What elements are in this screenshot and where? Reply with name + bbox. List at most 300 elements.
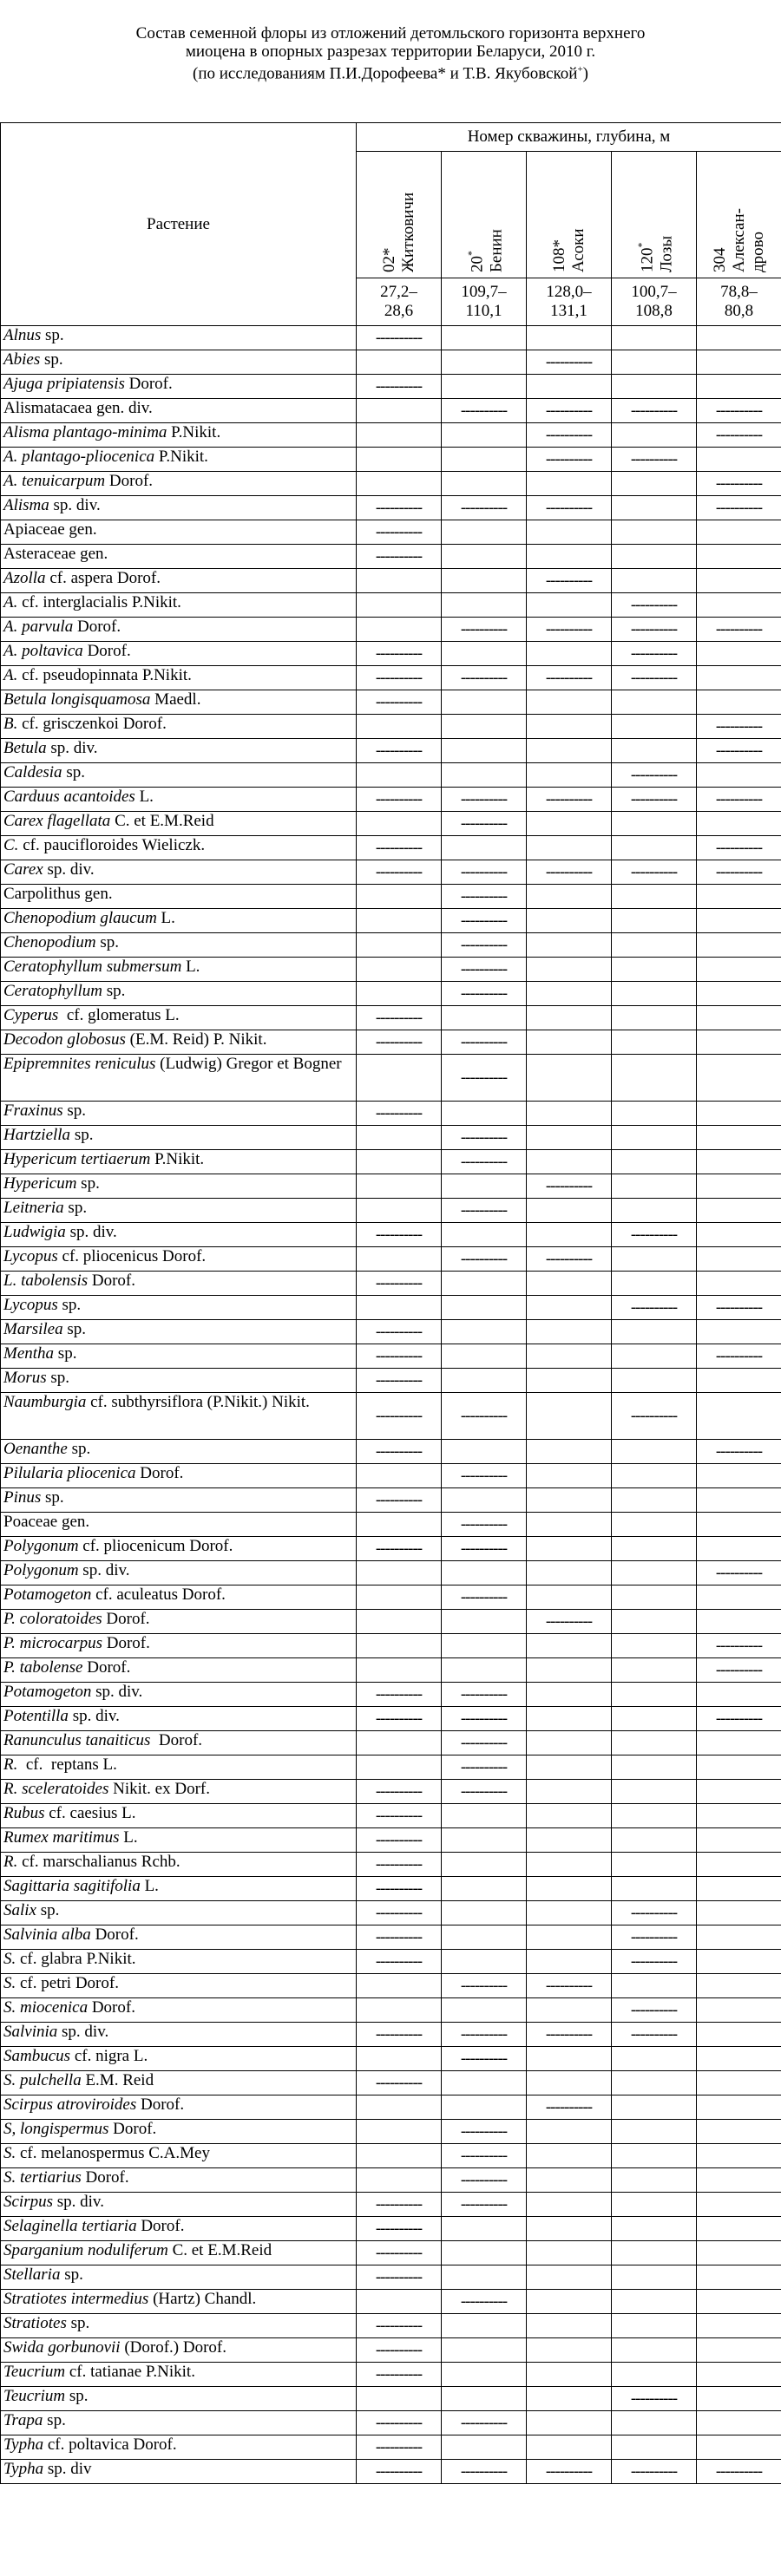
- presence-cell: ----------: [697, 715, 781, 739]
- presence-cell: [697, 1199, 781, 1223]
- presence-cell: [697, 1610, 781, 1634]
- well-name: Алексан- дрово: [729, 208, 767, 272]
- presence-cell: [612, 1440, 697, 1464]
- presence-cell: [442, 1877, 527, 1901]
- plant-name: [1, 812, 357, 836]
- presence-cell: [697, 2047, 781, 2071]
- plant-name: [1, 2363, 357, 2387]
- presence-cell: [697, 1683, 781, 1707]
- presence-cell: ----------: [527, 2023, 612, 2047]
- table-row: [1, 1513, 781, 1537]
- presence-cell: ----------: [357, 1393, 442, 1440]
- plant-author: Dorof.: [102, 1610, 150, 1628]
- plant-name: [1, 1780, 357, 1804]
- plant-name: [1, 399, 357, 423]
- presence-cell: [527, 885, 612, 909]
- presence-cell: [612, 2363, 697, 2387]
- presence-cell: [527, 1126, 612, 1150]
- presence-cell: [357, 958, 442, 982]
- plant-name: [1, 666, 357, 690]
- table-row: [1, 593, 781, 618]
- well-label: [711, 158, 768, 272]
- presence-cell: [527, 1199, 612, 1223]
- well-number-mark: *: [634, 242, 647, 248]
- plant-author: sp.: [102, 982, 126, 1000]
- plant-species: Potentilla: [3, 1707, 69, 1725]
- table-row: [1, 472, 781, 496]
- table-row: [1, 1488, 781, 1513]
- presence-cell: [612, 1804, 697, 1828]
- table-row: [1, 1369, 781, 1393]
- presence-cell: [527, 2144, 612, 2168]
- presence-cell: [527, 1634, 612, 1658]
- table-row: [1, 885, 781, 909]
- plant-name: [1, 1296, 357, 1320]
- presence-cell: [612, 1853, 697, 1877]
- presence-cell: ----------: [697, 1561, 781, 1585]
- plant-author: sp. div.: [43, 860, 95, 879]
- well-number-mark: *: [464, 251, 477, 256]
- presence-cell: ----------: [697, 1296, 781, 1320]
- plant-author: sp.: [41, 326, 64, 344]
- plant-author: cf. aspera Dorof.: [45, 569, 161, 587]
- presence-cell: [612, 1974, 697, 1998]
- plant-species: Azolla: [3, 569, 46, 587]
- presence-cell: [527, 1223, 612, 1247]
- presence-cell: [357, 1585, 442, 1610]
- table-row: [1, 1320, 781, 1344]
- presence-cell: [357, 2144, 442, 2168]
- presence-cell: [612, 909, 697, 933]
- plant-author: Dorof.: [150, 1731, 203, 1749]
- presence-cell: [612, 1126, 697, 1150]
- plant-author: L.: [140, 1877, 159, 1895]
- plant-name: [1, 739, 357, 763]
- well-depth: 27,2– 28,6: [357, 278, 442, 326]
- presence-cell: ----------: [697, 1344, 781, 1369]
- presence-cell: [612, 1488, 697, 1513]
- presence-cell: ----------: [612, 666, 697, 690]
- plant-author: sp.: [62, 1102, 87, 1120]
- presence-cell: [697, 520, 781, 545]
- table-row: [1, 690, 781, 715]
- presence-cell: [697, 1901, 781, 1925]
- presence-cell: ----------: [357, 1223, 442, 1247]
- presence-cell: [612, 545, 697, 569]
- presence-cell: [612, 2217, 697, 2241]
- presence-cell: [612, 2314, 697, 2338]
- presence-cell: [527, 812, 612, 836]
- plant-author: sp.: [66, 2314, 90, 2332]
- presence-cell: [357, 1126, 442, 1150]
- presence-cell: [527, 715, 612, 739]
- presence-cell: [442, 1296, 527, 1320]
- presence-cell: ----------: [442, 1585, 527, 1610]
- well-header: [612, 152, 697, 278]
- plant-name: [1, 1488, 357, 1513]
- plant-species: Lycopus: [3, 1296, 58, 1314]
- presence-cell: [357, 2047, 442, 2071]
- presence-cell: [357, 569, 442, 593]
- plant-author: Dorof.: [73, 618, 121, 636]
- presence-cell: [527, 1296, 612, 1320]
- presence-cell: ----------: [357, 2363, 442, 2387]
- plant-author: Dorof.: [81, 2168, 129, 2187]
- presence-cell: [527, 1488, 612, 1513]
- plant-author: cf. paucifloroides Wieliczk.: [18, 836, 206, 854]
- presence-cell: [612, 496, 697, 520]
- presence-cell: [527, 1006, 612, 1030]
- table-row: [1, 1804, 781, 1828]
- presence-cell: [697, 1102, 781, 1126]
- presence-cell: ----------: [697, 399, 781, 423]
- presence-cell: ----------: [357, 2338, 442, 2363]
- presence-cell: [527, 472, 612, 496]
- presence-cell: [697, 1369, 781, 1393]
- presence-cell: [527, 1755, 612, 1780]
- plant-name: [1, 1344, 357, 1369]
- presence-cell: [442, 2241, 527, 2265]
- presence-cell: [442, 2217, 527, 2241]
- presence-cell: ----------: [442, 2047, 527, 2071]
- presence-cell: [442, 2314, 527, 2338]
- plant-species: A.: [3, 593, 18, 611]
- presence-cell: [442, 1174, 527, 1199]
- table-row: [1, 958, 781, 982]
- plant-name: [1, 496, 357, 520]
- presence-cell: [697, 690, 781, 715]
- plant-author: sp.: [54, 1344, 77, 1363]
- presence-cell: [442, 1901, 527, 1925]
- plant-name: [1, 690, 357, 715]
- presence-cell: ----------: [612, 1223, 697, 1247]
- plant-species: S, longispermus: [3, 2120, 109, 2138]
- presence-cell: [697, 545, 781, 569]
- presence-cell: ----------: [442, 1030, 527, 1055]
- presence-cell: ----------: [357, 375, 442, 399]
- presence-cell: [612, 2338, 697, 2363]
- presence-cell: [442, 1804, 527, 1828]
- plant-author: cf. reptans L.: [17, 1755, 117, 1774]
- plant-name: [1, 1877, 357, 1901]
- presence-cell: [527, 1561, 612, 1585]
- presence-cell: [697, 1488, 781, 1513]
- presence-cell: ----------: [697, 739, 781, 763]
- presence-cell: [527, 958, 612, 982]
- plant-species: S.: [3, 1950, 16, 1968]
- plant-species: Ajuga pripiatensis: [3, 375, 125, 393]
- presence-cell: [527, 1804, 612, 1828]
- plant-author: Asteraceae gen.: [3, 545, 108, 563]
- presence-cell: [612, 933, 697, 958]
- plant-author: sp.: [70, 1126, 94, 1144]
- presence-cell: [442, 375, 527, 399]
- table-row: [1, 1853, 781, 1877]
- presence-cell: ----------: [612, 2460, 697, 2484]
- plant-name: [1, 2460, 357, 2484]
- table-row: [1, 715, 781, 739]
- presence-cell: ----------: [697, 836, 781, 860]
- plant-species: A. poltavica: [3, 642, 83, 660]
- plant-species: Pinus: [3, 1488, 42, 1507]
- table-row: [1, 1006, 781, 1030]
- plant-name: [1, 2387, 357, 2411]
- plant-name: [1, 1755, 357, 1780]
- presence-cell: [612, 1272, 697, 1296]
- presence-cell: [357, 1610, 442, 1634]
- plant-species: C.: [3, 836, 19, 854]
- presence-cell: [697, 2071, 781, 2095]
- plant-author: sp.: [43, 2411, 66, 2429]
- presence-cell: [612, 1755, 697, 1780]
- presence-cell: [357, 1174, 442, 1199]
- plant-author: sp.: [36, 1901, 60, 1919]
- presence-cell: [697, 2120, 781, 2144]
- presence-cell: [612, 1030, 697, 1055]
- presence-cell: ----------: [442, 1247, 527, 1272]
- presence-cell: [612, 1174, 697, 1199]
- well-name: Лозы: [657, 235, 676, 272]
- presence-cell: [527, 1030, 612, 1055]
- plant-author: Dorof.: [90, 1925, 139, 1944]
- plant-species: Cyperus: [3, 1006, 59, 1024]
- well-depth: 78,8– 80,8: [697, 278, 781, 326]
- presence-cell: [357, 350, 442, 375]
- presence-cell: [697, 1223, 781, 1247]
- presence-cell: [697, 909, 781, 933]
- table-row: [1, 375, 781, 399]
- plant-species: S.: [3, 1974, 16, 1992]
- presence-cell: [697, 1853, 781, 1877]
- presence-cell: ----------: [442, 1513, 527, 1537]
- presence-cell: ----------: [357, 836, 442, 860]
- presence-cell: [357, 1247, 442, 1272]
- presence-cell: ----------: [697, 472, 781, 496]
- plant-name: [1, 860, 357, 885]
- presence-cell: [612, 2071, 697, 2095]
- well-header: [697, 152, 781, 278]
- plant-species: Salvinia alba: [3, 1925, 91, 1944]
- presence-cell: [612, 2047, 697, 2071]
- presence-cell: [357, 1974, 442, 1998]
- presence-cell: ----------: [357, 2071, 442, 2095]
- presence-cell: [612, 2095, 697, 2120]
- presence-cell: [697, 1006, 781, 1030]
- presence-cell: [697, 1513, 781, 1537]
- table-row: [1, 2387, 781, 2411]
- presence-cell: [442, 1006, 527, 1030]
- plant-species: Morus: [3, 1369, 47, 1387]
- presence-cell: ----------: [527, 350, 612, 375]
- presence-cell: [612, 1055, 697, 1102]
- presence-cell: ----------: [357, 1804, 442, 1828]
- table-row: [1, 982, 781, 1006]
- presence-cell: [612, 1344, 697, 1369]
- presence-cell: ----------: [442, 958, 527, 982]
- well-label: [632, 158, 676, 272]
- table-row: [1, 1030, 781, 1055]
- table-row: [1, 2290, 781, 2314]
- table-row: [1, 2314, 781, 2338]
- plant-species: Sparganium noduliferum: [3, 2241, 168, 2259]
- table-row: [1, 836, 781, 860]
- plant-species: Teucrium: [3, 2387, 66, 2405]
- table-row: [1, 1393, 781, 1440]
- plant-author: Apiaceae gen.: [3, 520, 97, 539]
- presence-cell: [527, 909, 612, 933]
- presence-cell: ----------: [357, 2411, 442, 2435]
- presence-cell: ----------: [697, 1658, 781, 1683]
- presence-cell: ----------: [442, 2023, 527, 2047]
- presence-cell: [697, 812, 781, 836]
- presence-cell: [612, 520, 697, 545]
- table-row: [1, 2047, 781, 2071]
- presence-cell: ----------: [357, 1925, 442, 1950]
- presence-cell: [612, 958, 697, 982]
- presence-cell: ----------: [357, 1488, 442, 1513]
- plant-species: Hypericum tertiaerum: [3, 1150, 151, 1168]
- presence-cell: ----------: [527, 569, 612, 593]
- presence-cell: [527, 1853, 612, 1877]
- plant-name: [1, 1006, 357, 1030]
- plant-name: [1, 1537, 357, 1561]
- presence-cell: [612, 836, 697, 860]
- presence-cell: [697, 1585, 781, 1610]
- plant-author: sp. div.: [91, 1683, 143, 1701]
- plant-species: Typha: [3, 2435, 44, 2454]
- plant-species: S. pulchella: [3, 2071, 82, 2089]
- presence-cell: ----------: [527, 496, 612, 520]
- presence-cell: [612, 2411, 697, 2435]
- plant-name: [1, 1223, 357, 1247]
- table-row: [1, 1998, 781, 2023]
- plant-species: R.: [3, 1853, 18, 1871]
- presence-cell: [697, 2023, 781, 2047]
- presence-cell: [697, 1877, 781, 1901]
- presence-cell: ----------: [527, 860, 612, 885]
- presence-cell: ----------: [442, 496, 527, 520]
- plant-author: cf. marschalianus Rchb.: [17, 1853, 180, 1871]
- plant-species: Salvinia: [3, 2023, 58, 2041]
- presence-cell: [442, 1561, 527, 1585]
- plant-species: Chenopodium: [3, 933, 96, 951]
- plant-species: R. sceleratoides: [3, 1780, 109, 1798]
- presence-cell: ----------: [442, 2460, 527, 2484]
- plant-author: Dorof.: [82, 1658, 131, 1677]
- plant-author: Dorof.: [88, 1272, 136, 1290]
- presence-cell: [527, 1102, 612, 1126]
- presence-cell: [612, 1585, 697, 1610]
- presence-cell: [442, 642, 527, 666]
- presence-cell: [612, 2168, 697, 2193]
- presence-cell: [442, 1272, 527, 1296]
- table-row: [1, 2241, 781, 2265]
- plant-name: [1, 472, 357, 496]
- presence-cell: ----------: [442, 860, 527, 885]
- well-depth: 128,0– 131,1: [527, 278, 612, 326]
- well-number: 120: [638, 247, 657, 272]
- plant-name: [1, 1804, 357, 1828]
- plant-author: sp.: [46, 1369, 70, 1387]
- presence-cell: [527, 1658, 612, 1683]
- plant-name: [1, 1150, 357, 1174]
- presence-cell: [357, 593, 442, 618]
- plant-name: [1, 2290, 357, 2314]
- presence-cell: [697, 2241, 781, 2265]
- presence-cell: ----------: [442, 1199, 527, 1223]
- well-label: [380, 158, 418, 272]
- presence-cell: ----------: [357, 2435, 442, 2460]
- presence-cell: [527, 2241, 612, 2265]
- presence-cell: [612, 1828, 697, 1853]
- table-row: [1, 2168, 781, 2193]
- presence-cell: ----------: [357, 2023, 442, 2047]
- plant-name: [1, 1199, 357, 1223]
- presence-cell: [697, 1537, 781, 1561]
- presence-cell: [697, 2411, 781, 2435]
- presence-cell: [612, 1683, 697, 1707]
- presence-cell: [357, 1634, 442, 1658]
- presence-cell: [612, 1731, 697, 1755]
- presence-cell: [442, 593, 527, 618]
- presence-cell: [527, 933, 612, 958]
- presence-cell: [612, 472, 697, 496]
- plant-species: Scirpus atroviroides: [3, 2095, 137, 2114]
- presence-cell: [612, 739, 697, 763]
- table-row: [1, 423, 781, 448]
- presence-cell: ----------: [442, 618, 527, 642]
- plant-author: Carpolithus gen.: [3, 885, 113, 903]
- presence-cell: [527, 2387, 612, 2411]
- presence-cell: [442, 1658, 527, 1683]
- presence-cell: [612, 1561, 697, 1585]
- presence-cell: [697, 1126, 781, 1150]
- presence-cell: [697, 666, 781, 690]
- plant-species: Ranunculus tanaiticus: [3, 1731, 151, 1749]
- presence-cell: ----------: [357, 1853, 442, 1877]
- plant-species: P. microcarpus: [3, 1634, 102, 1652]
- table-row: [1, 350, 781, 375]
- plant-species: Salix: [3, 1901, 36, 1919]
- presence-cell: ----------: [612, 1998, 697, 2023]
- presence-cell: ----------: [612, 1393, 697, 1440]
- presence-cell: [442, 1998, 527, 2023]
- plant-species: R.: [3, 1755, 18, 1774]
- presence-cell: [442, 763, 527, 788]
- presence-cell: [697, 350, 781, 375]
- presence-cell: [612, 2290, 697, 2314]
- plant-name: [1, 715, 357, 739]
- presence-cell: [357, 423, 442, 448]
- plant-author: sp. div.: [65, 1223, 117, 1241]
- presence-cell: ----------: [442, 1755, 527, 1780]
- presence-cell: ----------: [357, 1537, 442, 1561]
- presence-cell: [527, 2120, 612, 2144]
- well-name: Бенин: [487, 229, 506, 272]
- plant-species: Potamogeton: [3, 1585, 92, 1604]
- presence-cell: [527, 593, 612, 618]
- table-row: [1, 1828, 781, 1853]
- plant-author: Dorof.: [136, 2217, 185, 2235]
- plant-author: sp.: [67, 1440, 91, 1458]
- presence-cell: [442, 1853, 527, 1877]
- presence-cell: [527, 1731, 612, 1755]
- presence-cell: [442, 2363, 527, 2387]
- table-row: [1, 739, 781, 763]
- well-number: 108*: [549, 239, 568, 272]
- presence-cell: [697, 2387, 781, 2411]
- table-row: [1, 1610, 781, 1634]
